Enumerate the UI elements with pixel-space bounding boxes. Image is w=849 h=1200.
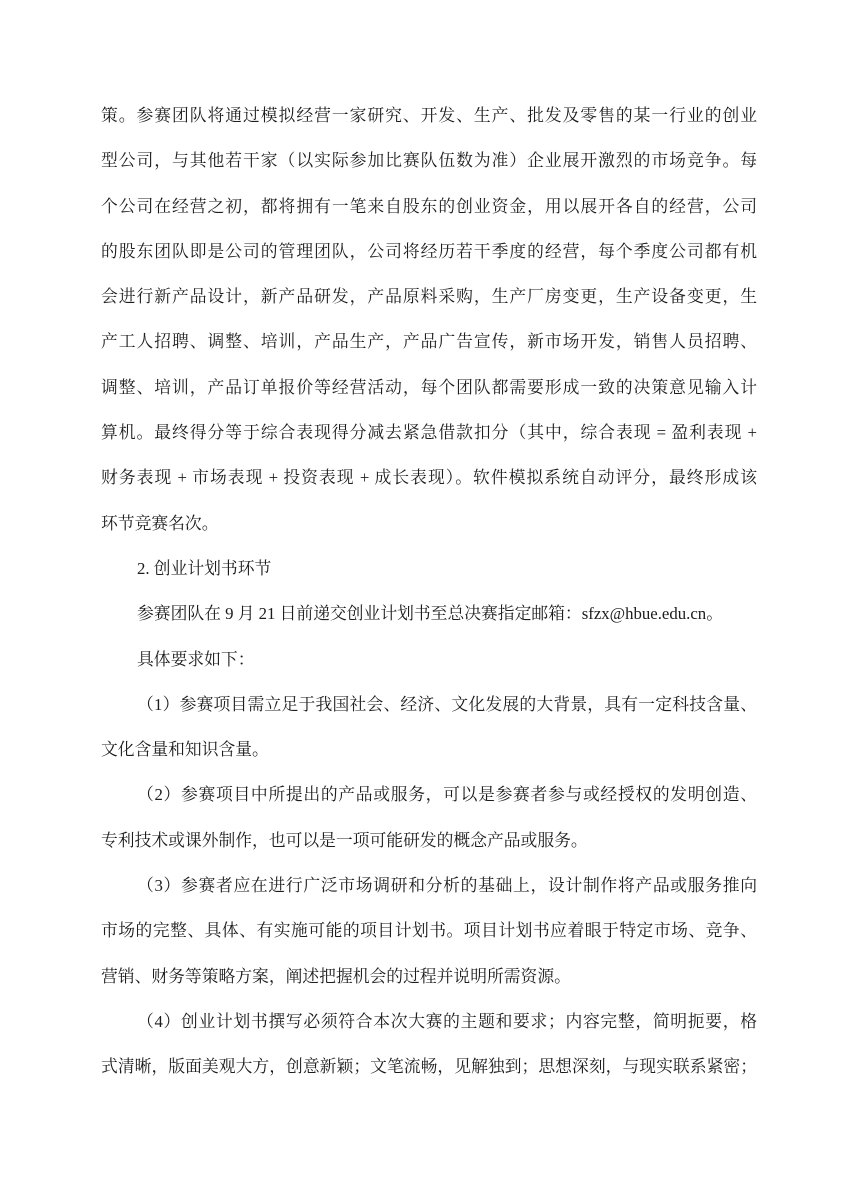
text-line: 营销、财务等策略方案，阐述把握机会的过程并说明所需资源。: [101, 966, 571, 986]
list-item-requirement-3: [101, 863, 757, 999]
text-line: 市场的完整、具体、有实施可能的项目计划书。项目计划书应着眼于特定市场、竞争、: [101, 921, 757, 941]
text-line: 型公司，与其他若干家（以实际参加比赛队伍数为准）企业展开激烈的市场竞争。每: [101, 151, 757, 171]
text-line: 环节竞赛名次。: [101, 513, 219, 533]
text-line: 会进行新产品设计，新产品研发，产品原料采购，生产厂房变更，生产设备变更，生: [101, 287, 757, 307]
list-item-requirement-4: [101, 999, 757, 1090]
text-line: 产工人招聘、调整、培训，产品生产，产品广告宣传，新市场开发，销售人员招聘、: [101, 332, 757, 352]
text-line: 算机。最终得分等于综合表现得分减去紧急借款扣分（其中，综合表现 = 盈利表现 +: [101, 423, 757, 443]
paragraph-submission-deadline: [101, 591, 757, 636]
text-line: （4）创业计划书撰写必须符合本次大赛的主题和要求；内容完整，简明扼要，格: [137, 1011, 757, 1031]
text-line: 财务表现 + 市场表现 + 投资表现 + 成长表现）。软件模拟系统自动评分，最终形成该: [101, 468, 757, 488]
section-heading-business-plan: [101, 546, 757, 591]
text-line: 的股东团队即是公司的管理团队，公司将经历若干季度的经营，每个季度公司都有机: [101, 241, 757, 261]
text-line: 调整、培训，产品订单报价等经营活动，每个团队都需要形成一致的决策意见输入计: [101, 377, 757, 397]
text-line: （3）参赛者应在进行广泛市场调研和分析的基础上，设计制作将产品或服务推向: [137, 876, 757, 896]
text-line: 个公司在经营之初，都将拥有一笔来自股东的创业资金，用以展开各自的经营，公司: [101, 196, 757, 216]
text-line: （2）参赛项目中所提出的产品或服务，可以是参赛者参与或经授权的发明创造、: [137, 785, 757, 805]
paragraph-requirements-intro: [101, 637, 757, 682]
text-line: 策。参赛团队将通过模拟经营一家研究、开发、生产、批发及零售的某一行业的创业: [101, 106, 757, 125]
paragraph-simulation-rules: [101, 93, 757, 546]
list-item-requirement-2: [101, 772, 757, 863]
section-heading-text: 2. 创业计划书环节: [137, 558, 272, 578]
text-line: 专利技术或课外制作，也可以是一项可能研发的概念产品或服务。: [101, 830, 588, 850]
text-line: 式清晰，版面美观大方，创意新颖；文笔流畅，见解独到；思想深刻，与现实联系紧密；: [101, 1057, 757, 1077]
text-line: 参赛团队在 9 月 21 日前递交创业计划书至总决赛指定邮箱：sfzx@hbue.edu.cn。: [137, 604, 723, 624]
text-line: 具体要求如下：: [137, 649, 255, 669]
text-line: （1）参赛项目需立足于我国社会、经济、文化发展的大背景，具有一定科技含量、: [137, 694, 757, 714]
list-item-requirement-1: [101, 682, 757, 773]
text-line: 文化含量和知识含量。: [101, 740, 269, 760]
